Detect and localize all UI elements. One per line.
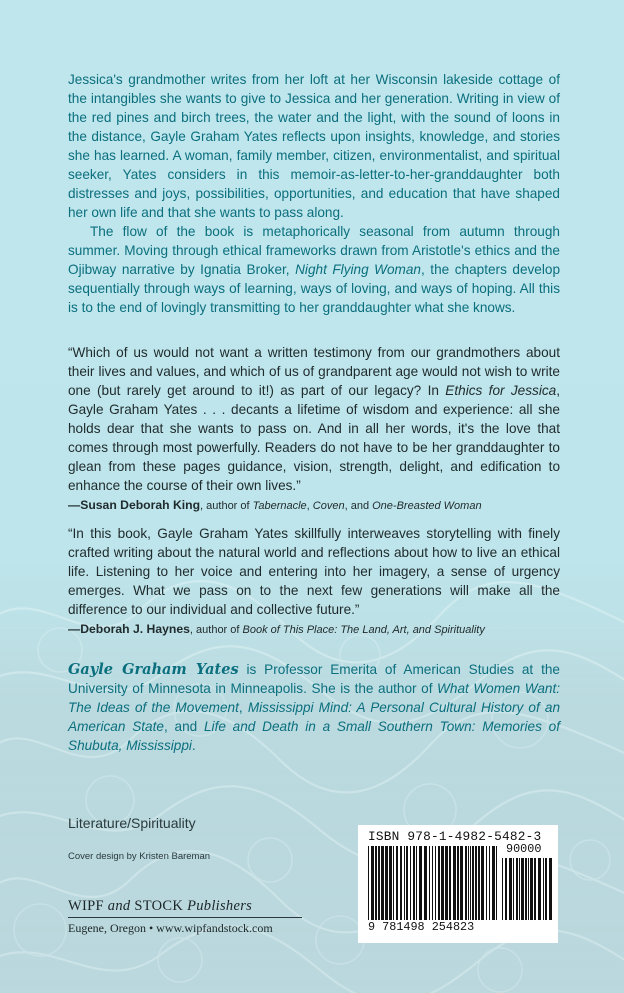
barcode-bar [472,846,474,920]
publisher-name-and: and [107,898,131,914]
barcode-bar [435,846,436,920]
barcode-bar [502,858,503,920]
barcode-bar [475,846,477,920]
book-category: Literature/Spirituality [68,815,196,831]
barcode-bar [505,858,507,920]
barcode-bar [404,846,405,920]
publisher-address: Eugene, Oregon • www.wipfandstock.com [68,921,273,935]
barcode-bar [470,846,471,920]
barcode-bar [513,858,514,920]
barcode-bar [406,846,408,920]
description-paragraph-2-text: The flow of the book is metaphorically seasonal from autumn through summer. Moving through ethical frameworks drawn from Aristotle's ethics and the Ojibway narrative by Ignatia Broker, [68,224,560,277]
quote-text-end: , Gayle Graham Yates . . . decants a lifetime of wisdom and experience: all she holds dear that she wants to pass on. And in all her words, it's the love that comes through most powerfully. Readers do not have to be her granddaughter to glean from these pages guidance, vision, strength, delight, and edification to enhance the course of their own lives.” [68,383,560,493]
barcode-bar [445,846,448,920]
publisher-name-part: STOCK [130,898,188,914]
barcode-bar [538,858,541,920]
separator: , and [344,500,373,512]
endorsement-quote-2-text: “In this book, Gayle Graham Yates skillfully interweaves storytelling with finely crafted writing about the natural world and reflections about how to live an ethical life. Listening to her voice and entering into her imagery, a sense of urgency emerges. What we pass on to the next few generations will make all the difference to our individual and collective future.” [68,526,560,617]
barcode-bar [519,858,520,920]
barcode-bar [492,846,495,920]
attribution-dash: — [68,498,81,512]
barcode-bar [525,858,527,920]
barcode-bar [465,846,467,920]
barcode-bar [489,846,490,920]
endorser-book-title: Coven [312,500,345,512]
barcode-bar [400,846,402,920]
barcode-bar [416,846,417,920]
barcode-bar [432,846,433,920]
book-description [68,70,560,317]
barcode-bar [419,846,422,920]
publisher-name-part: WIPF [68,898,108,914]
barcode-bar [413,846,415,920]
isbn-label: ISBN 978-1-4982-5482-3 [368,829,542,844]
book-title: Ethics for Jessica [445,383,557,398]
barcode-bar [368,846,369,920]
barcode-bar [438,846,440,920]
endorsement-attribution-1 [68,497,560,514]
barcode-bar [468,846,469,920]
separator: , and [163,719,204,734]
separator: , [238,700,248,715]
barcode-bar [410,846,411,920]
barcode-bar [516,858,518,920]
bio-end: . [191,738,196,753]
endorser-name: Susan Deborah King [80,498,201,512]
barcode-bar [393,846,394,920]
endorser-name: Deborah J. Haynes [80,622,190,636]
barcode-bar [453,846,456,920]
barcode-bar [460,846,463,920]
endorsement-quote-2 [68,524,560,638]
barcode-bar [424,846,427,920]
barcode-bar [478,846,480,920]
publisher-name [68,898,252,915]
barcode-bar [486,846,487,920]
barcode-bar [457,846,459,920]
barcode-bar [543,858,544,920]
description-paragraph-1: Jessica's grandmother writes from her loft at her Wisconsin lakeside cottage of the intangibles she wants to give to Jessica and her generation. Writing in view of the red pines and birch trees, the water and the light, with the sound of loons in the distance, Gayle Graham Yates reflects upon insights, knowledge, and stories she has learned. A woman, family member, citizen, environmentalist, and spiritual seeker, Yates considers in this memoir-as-letter-to-her-granddaughter both distresses and joys, possibilities, opportunities, and education that have shaped her own life and that she wants to pass along. [68,72,560,220]
ean-number: 9 781498 254823 [368,920,475,934]
ean-barcode [368,846,500,920]
barcode-bar [375,846,377,920]
barcode-bar [534,858,536,920]
barcode-bar [429,846,430,920]
attribution-dash: — [68,622,81,636]
description-paragraph-2-text-end: , the chapters develop sequentially through ways of learning, ways of loving, and ways of hoping. All this is to the end of lovingly transmitting to her granddaughter what she knows. [68,262,561,315]
author-book-title: Mississippi Mind: A Personal Cultural History of an American State [68,700,561,734]
barcode-bar [509,858,512,920]
endorser-book-title: One-Breasted Woman [372,500,482,512]
barcode-bar [530,858,533,920]
cover-design-credit: Cover design by Kristen Bareman [68,851,211,862]
author-book-title: Life and Death in a Small Southern Town: Memories of Shubuta, Mississippi [68,719,560,753]
barcode-bar [496,846,497,920]
barcode-bar [521,858,524,920]
barcode-bar [545,858,547,920]
barcode-bar [381,846,384,920]
author-book-title: What Women Want: The Ideas of the Movement [68,681,560,715]
addon-barcode [502,858,552,920]
bio-text: is Professor Emerita of American Studies at the University of Minnesota in Minneapolis. She is the author of [68,662,560,696]
endorsement-quote-1 [68,343,560,514]
publisher-divider [68,917,302,918]
barcode-bar [441,846,444,920]
endorser-book-title: Tabernacle [252,500,307,512]
barcode-bar [528,858,529,920]
barcode-bar [481,846,484,920]
author-bio [68,660,560,755]
endorser-book-title: Book of This Place: The Land, Art, and Spirituality [242,624,485,636]
description-paragraph-2 [68,222,560,317]
barcode-bar [371,846,374,920]
barcode-bar [378,846,380,920]
barcode-bar [389,846,392,920]
barcode-bar [449,846,451,920]
endorsement-attribution-2 [68,621,560,638]
author-name: Gayle Graham Yates [68,661,239,678]
referenced-book-title: Night Flying Woman [295,262,421,277]
barcode-bar [396,846,398,920]
quote-text: “Which of us would not want a written testimony from our grandmothers about their lives and values, and which of us of grandparent age would not wish to write one (but rarely get around to it!) as part of our legacy? In [68,345,560,398]
barcode-bar [385,846,388,920]
endorsement-quote-1-text [68,343,560,495]
author-of-text: , author of [200,500,253,512]
barcode-bar [549,858,552,920]
author-of-text: , author of [189,624,243,636]
barcode-addon-number: 90000 [506,842,542,856]
separator: , [306,500,313,512]
publisher-name-publishers: Publishers [187,898,253,914]
